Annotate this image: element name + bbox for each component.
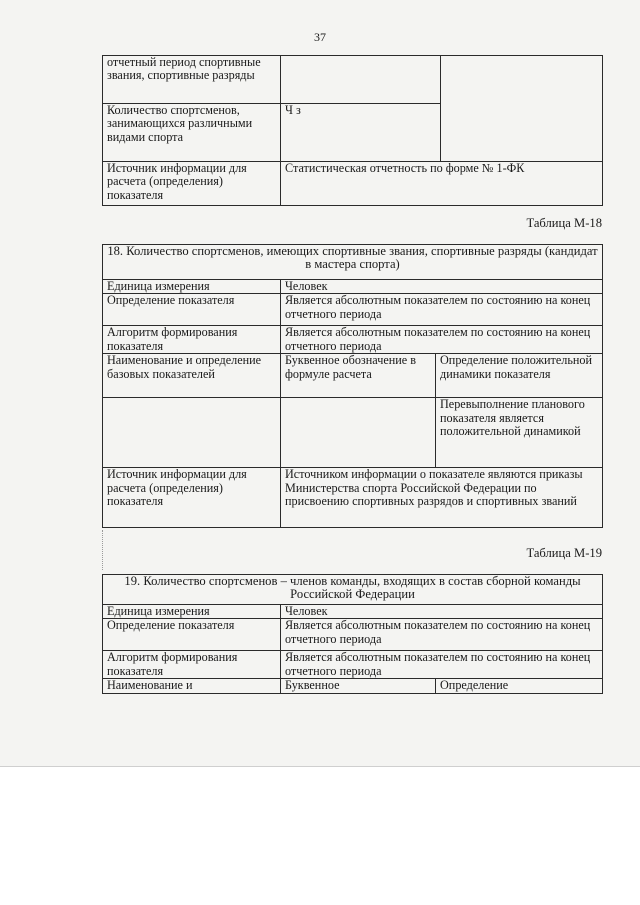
row-label: Алгоритм формирования показателя [103, 651, 281, 679]
table-row [103, 354, 603, 398]
row-label: Единица измерения [103, 605, 281, 619]
table-title-row [103, 575, 603, 605]
row-label: отчетный период спортивные звания, спортивные разряды [103, 56, 281, 104]
row-label: Количество спортсменов, занимающихся различными видами спорта [103, 104, 281, 162]
table-title-row [103, 245, 603, 280]
table-row [103, 468, 603, 528]
column-header: Буквенное обозначение в формуле расчета [281, 354, 436, 398]
table-row [103, 605, 603, 619]
table-title: 19. Количество спортсменов – членов команды, входящих в состав сборной команды Российской Федерации [103, 575, 603, 605]
row-label: Алгоритм формирования показателя [103, 326, 281, 354]
row-value: Статистическая отчетность по форме № 1-ФК [281, 162, 603, 206]
column-header: Буквенное [281, 679, 436, 693]
row-label: Источник информации для расчета (определения) показателя [103, 468, 281, 528]
table-row [103, 651, 603, 679]
empty-cell [281, 398, 436, 468]
row-value: Является абсолютным показателем по состоянию на конец отчетного периода [281, 326, 603, 354]
table-row [103, 619, 603, 651]
row-label: Наименование и определение базовых показателей [103, 354, 281, 398]
row-label: Наименование и [103, 679, 281, 693]
table-row [103, 679, 603, 693]
row-label: Источник информации для расчета (определения) показателя [103, 162, 281, 206]
row-value [281, 56, 441, 104]
table-m19 [102, 574, 603, 694]
margin-line [102, 530, 103, 570]
table-caption-m19: Таблица М-19 [526, 546, 602, 560]
row-value: Человек [281, 605, 603, 619]
table-caption-m18: Таблица М-18 [526, 216, 602, 230]
table-row [103, 56, 603, 104]
table-row [103, 326, 603, 354]
row-label: Единица измерения [103, 280, 281, 294]
row-value: Перевыполнение планового показателя является положительной динамикой [436, 398, 603, 468]
column-header: Определение [436, 679, 603, 693]
empty-cell [441, 56, 603, 162]
table-title: 18. Количество спортсменов, имеющих спортивные звания, спортивные разряды (кандидат в мастера спорта) [103, 245, 603, 280]
table-row [103, 280, 603, 294]
empty-cell [103, 398, 281, 468]
row-value: Человек [281, 280, 603, 294]
row-value: Является абсолютным показателем по состоянию на конец отчетного периода [281, 619, 603, 651]
row-label: Определение показателя [103, 619, 281, 651]
table-m18 [102, 244, 603, 528]
row-value: Является абсолютным показателем по состоянию на конец отчетного периода [281, 294, 603, 326]
page-number: 37 [314, 30, 326, 44]
top-table [102, 55, 603, 206]
table-row [103, 162, 603, 206]
row-value: Источником информации о показателе являются приказы Министерства спорта Российской Федерации по присвоению спортивных разрядов и спортивных званий [281, 468, 603, 528]
table-row [103, 398, 603, 468]
row-value: Является абсолютным показателем по состоянию на конец отчетного периода [281, 651, 603, 679]
column-header: Определение положительной динамики показателя [436, 354, 603, 398]
row-value: Ч з [281, 104, 441, 162]
row-label: Определение показателя [103, 294, 281, 326]
table-row [103, 294, 603, 326]
